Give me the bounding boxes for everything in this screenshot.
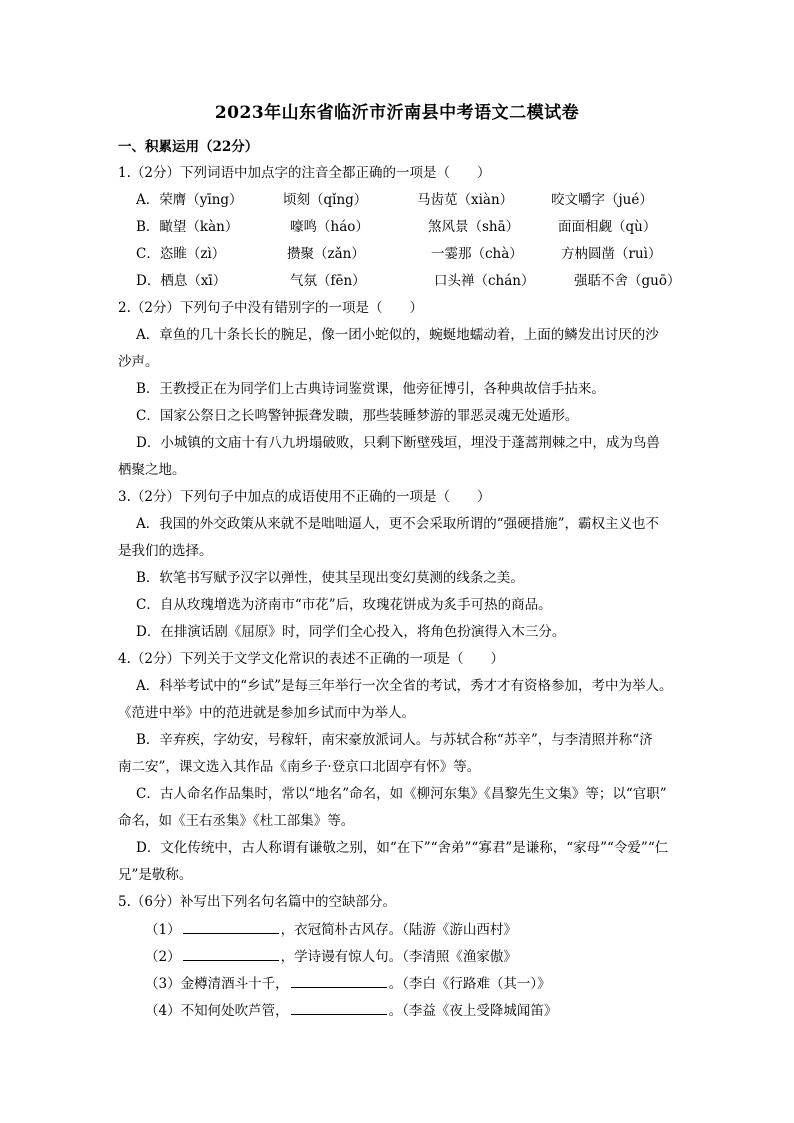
q4-option-c-cont: 命名，如《王右丞集》《杜工部集》等。	[118, 813, 355, 829]
question-4-stem: 4.（2分）下列关于文学文化常识的表述不正确的一项是（ ）	[118, 651, 504, 667]
q5-item-1-prefix: （1）	[145, 922, 181, 938]
q5-item-3	[145, 974, 551, 993]
q2-option-c: C．国家公祭日之长鸣警钟振聋发聩，那些装睡梦游的罪恶灵魂无处遁形。	[136, 408, 579, 424]
q1-option-a-1: A．荣膺（yīng）	[136, 192, 243, 208]
q1-option-b-4: 面面相觑（qù）	[558, 219, 657, 235]
q4-option-c: C．古人命名作品集时，常以“地名”命名，如《柳河东集》《昌黎先生文集》等；以“官职”	[136, 786, 667, 802]
q2-option-a-cont: 沙声。	[118, 354, 159, 370]
q1-option-d-2: 气氛（fēn）	[290, 273, 366, 289]
q4-option-b: B．辛弃疾，字幼安，号稼轩，南宋豪放派词人。与苏轼合称“苏辛”，与李清照并称“济	[136, 732, 653, 748]
q1-option-c-4: 方枘圆凿（ruì）	[561, 246, 662, 262]
q1-option-d-3: 口头禅（chán）	[434, 273, 535, 289]
q5-item-3-prefix: （3）金樽清酒斗十千，	[145, 976, 289, 992]
question-1-stem: 1.（2分）下列词语中加点字的注音全都正确的一项是（ ）	[118, 165, 491, 181]
section-heading: 一、积累运用（22分）	[118, 139, 259, 155]
q1-option-c-3: 一霎那（chà）	[431, 246, 523, 262]
q3-option-a: A．我国的外交政策从来就不是咄咄逼人，更不会采取所谓的“强硬措施”，霸权主义也不	[136, 516, 660, 532]
q5-item-3-suffix: 。（李白《行路难（其一）》	[388, 976, 551, 992]
q4-option-b-cont: 南二安”，课文选入其作品《南乡子·登京口北固亭有怀》等。	[118, 759, 481, 775]
q5-item-4-prefix: （4）不知何处吹芦管，	[145, 1003, 289, 1019]
q3-option-b: B．软笔书写赋予汉字以弹性，使其呈现出变幻莫测的线条之美。	[136, 570, 524, 586]
q4-option-a-cont: 《范进中举》中的范进就是参加乡试而中为举人。	[118, 705, 415, 721]
q5-item-3-blank[interactable]	[291, 974, 387, 988]
q1-option-d-1: D．栖息（xī）	[136, 273, 227, 289]
q5-item-2-blank[interactable]	[183, 947, 279, 961]
q1-option-b-2: 嚎鸣（háo）	[290, 219, 369, 235]
question-3-stem: 3.（2分）下列句子中加点的成语使用不正确的一项是（ ）	[118, 489, 491, 505]
q2-option-d-cont: 栖聚之地。	[118, 462, 186, 478]
q5-item-4-suffix: 。（李益《夜上受降城闻笛》	[388, 1003, 558, 1019]
q1-option-a-4: 咬文嚼字（jué）	[551, 192, 653, 208]
q1-option-a-2: 顷刻（qǐng）	[283, 192, 368, 208]
q3-option-a-cont: 是我们的选择。	[118, 543, 213, 559]
q4-option-d-cont: 兄”是敬称。	[118, 867, 193, 883]
q3-option-c: C．自从玫瑰增选为济南市“市花”后，玫瑰花饼成为炙手可热的商品。	[136, 597, 552, 613]
q2-option-a: A．章鱼的几十条长长的腕足，像一团小蛇似的，蜿蜒地蠕动着，上面的鳞发出讨厌的沙	[136, 327, 659, 343]
q3-option-d: D．在排演话剧《屈原》时，同学们全心投入，将角色扮演得入木三分。	[136, 624, 566, 640]
q1-option-c-1: C．恣睢（zì）	[136, 246, 226, 262]
q5-item-2	[145, 947, 517, 966]
q2-option-d: D．小城镇的文庙十有八九坍塌破败，只剩下断壁残垣，埋没于蓬蒿荆棘之中，成为鸟兽	[136, 435, 660, 451]
q5-item-2-suffix: ，学诗谩有惊人句。（李清照《渔家傲》	[280, 949, 517, 965]
q1-option-b-1: B．瞰望（kàn）	[136, 219, 239, 235]
q5-item-4-blank[interactable]	[291, 1001, 387, 1015]
q1-option-a-3: 马齿苋（xiàn）	[417, 192, 514, 208]
q4-option-a: A．科举考试中的“乡试”是每三年举行一次全省的考试，秀才才有资格参加，考中为举人。	[136, 678, 673, 694]
q5-item-1	[145, 920, 517, 939]
q5-item-1-suffix: ，衣冠简朴古风存。（陆游《游山西村》	[280, 922, 517, 938]
q5-item-4	[145, 1001, 557, 1020]
q4-option-d: D．文化传统中，古人称谓有谦敬之别，如“在下”“舍弟”“寡君”是谦称，“家母”“令爱”“仁	[136, 840, 669, 856]
question-5-stem: 5.（6分）补写出下列名句名篇中的空缺部分。	[118, 894, 396, 910]
page-title: 2023年山东省临沂市沂南县中考语文二模试卷	[214, 103, 580, 123]
question-2-stem: 2.（2分）下列句子中没有错别字的一项是（ ）	[118, 300, 423, 316]
q5-item-2-prefix: （2）	[145, 949, 181, 965]
q2-option-b: B．王教授正在为同学们上古典诗词鉴赏课，他旁征博引，各种典故信手拈来。	[136, 381, 605, 397]
q1-option-c-2: 攒聚（zǎn）	[287, 246, 365, 262]
q1-option-d-4: 强聒不舍（guō）	[574, 273, 681, 289]
q1-option-b-3: 煞风景（shā）	[428, 219, 520, 235]
q5-item-1-blank[interactable]	[183, 920, 279, 934]
